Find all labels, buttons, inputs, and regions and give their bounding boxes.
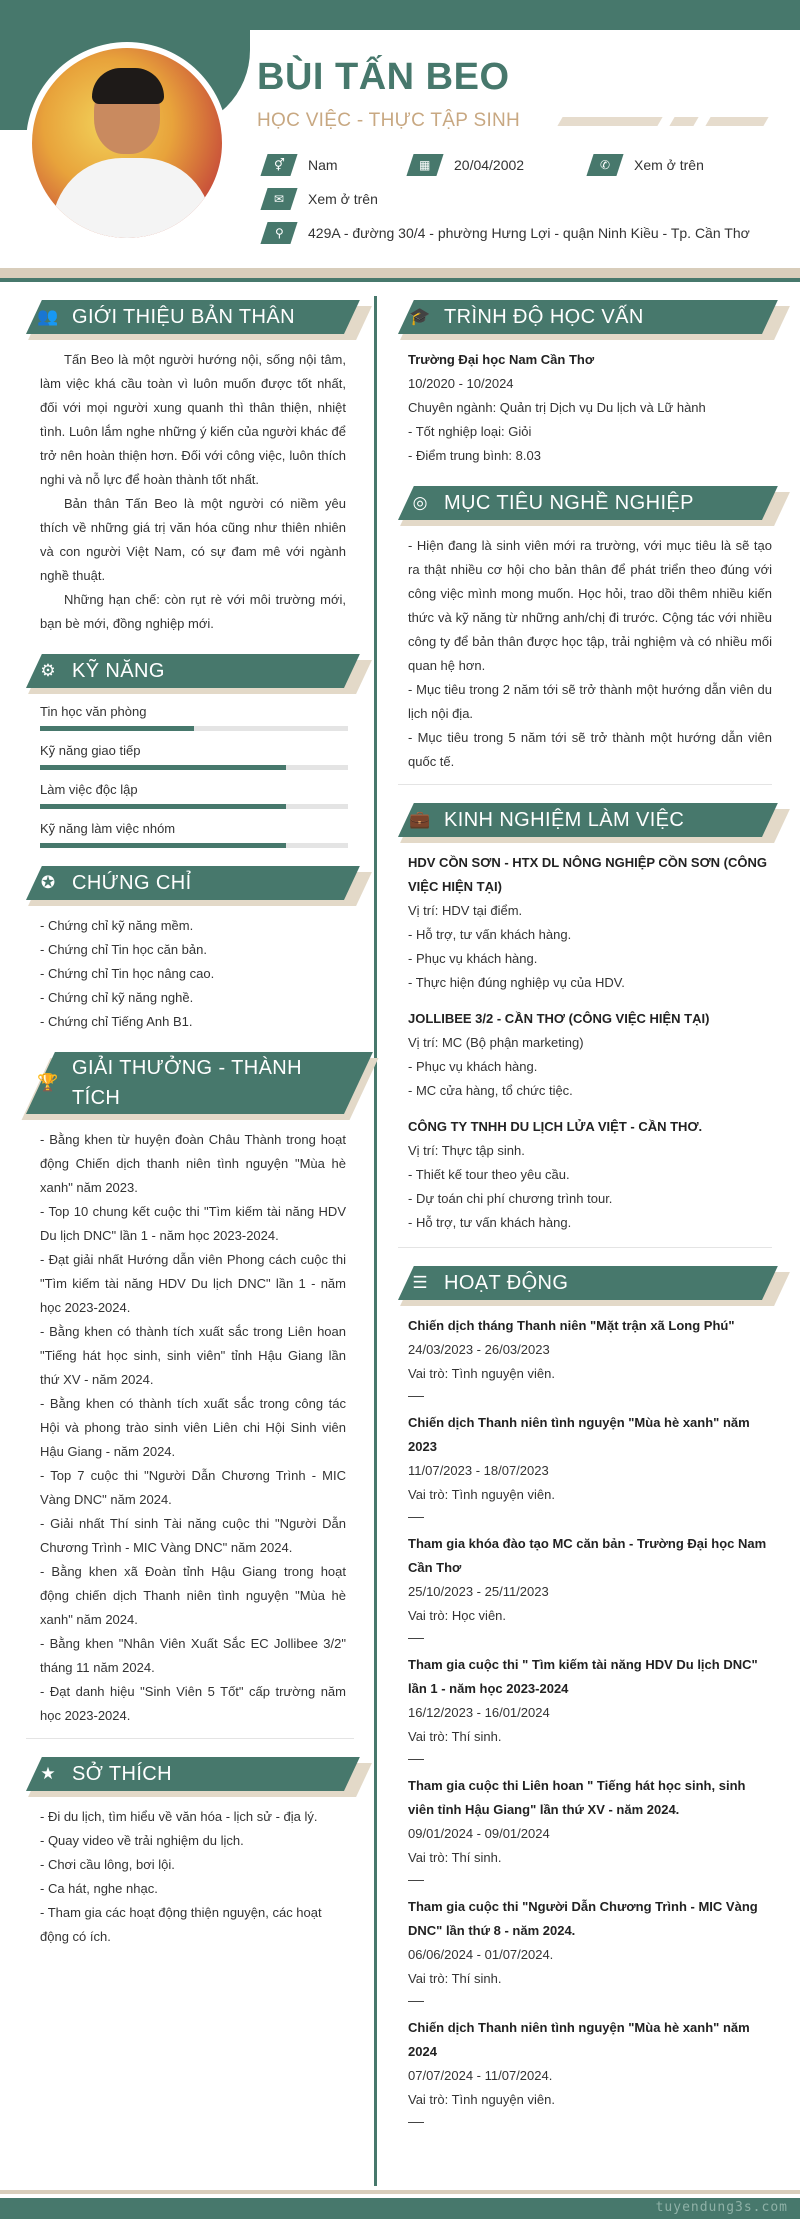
- candidate-title: HỌC VIỆC - THỰC TẬP SINH: [257, 110, 521, 131]
- activity-item: Chiến dịch tháng Thanh niên "Mặt trận xã Long Phú" 24/03/2023 - 26/03/2023 Vai trò: Tình nguyện viên.: [408, 1314, 772, 1397]
- list-item: - Chứng chỉ Tin học căn bản.: [40, 942, 207, 957]
- watermark: tuyendung3s.com: [655, 2200, 788, 2215]
- list-item: - Bằng khen có thành tích xuất sắc trong công tác Hội và phong trào sinh viên Liên chi Hội Sinh viên Hậu Giang - năm 2024.: [40, 1396, 346, 1459]
- list-item: - Chứng chỉ kỹ năng mềm.: [40, 918, 194, 933]
- school-name: Trường Đại học Nam Cần Thơ: [408, 352, 595, 367]
- skill-item: Kỹ năng giao tiếp: [26, 741, 354, 770]
- birthday-value: 20/04/2002: [454, 157, 525, 173]
- education-line: Chuyên ngành: Quản trị Dịch vụ Du lịch và Lữ hành: [408, 400, 706, 415]
- job-item: HDV CỒN SƠN - HTX DL NÔNG NGHIỆP CỒN SƠN (CÔNG VIỆC HIỆN TẠI) Vị trí: HDV tại điểm. - Hỗ trợ, tư vấn khách hàng. - Phục vụ khách hàng. - Thực hiện đúng nghiệp vụ của HDV.: [408, 851, 772, 995]
- layers-icon: ☰: [412, 1273, 428, 1292]
- email-value: Xem ở trên: [308, 191, 378, 207]
- activity-item: Tham gia cuộc thi " Tìm kiếm tài năng HDV Du lịch DNC" lần 1 - năm học 2023-2024 16/12/2023 - 16/01/2024 Vai trò: Thí sinh.: [408, 1653, 772, 1760]
- job-title: HDV CỒN SƠN - HTX DL NÔNG NGHIỆP CỒN SƠN (CÔNG VIỆC HIỆN TẠI): [408, 855, 767, 894]
- divider: [26, 1738, 354, 1739]
- list-item: - Đi du lịch, tìm hiểu về văn hóa - lịch sử - địa lý.: [40, 1809, 318, 1824]
- candidate-name: BÙI TẤN BEO: [257, 56, 510, 98]
- list-item: - Bằng khen có thành tích xuất sắc trong Liên hoan "Tiếng hát học sinh, sinh viên" tỉnh Hậu Giang lần thứ XV - năm 2024.: [40, 1324, 346, 1387]
- title-rule: [669, 117, 698, 126]
- list-item: - Bằng khen xã Đoàn tỉnh Hậu Giang trong hoạt động chiến dịch Thanh niên tình nguyện "Mùa hè xanh" năm 2024.: [40, 1564, 346, 1627]
- title-rule: [557, 117, 662, 126]
- cv-header: [0, 0, 800, 282]
- about-paragraph: Những hạn chế: còn rụt rè với môi trường mới, bạn bè mới, đồng nghiệp mới.: [40, 592, 346, 631]
- about-paragraph: Tấn Beo là một người hướng nội, sống nội tâm, làm việc khá cầu toàn vì luôn muốn được tốt nhất, đối với mọi người xung quanh thì thân thiện, nhiệt tình. Luôn lắm nghe những ý kiến của người khác để trở nên hoàn thiện hơn. Đối với công việc, luôn thích nghi và nỗ lực để hoàn thành tốt nhất.: [40, 352, 346, 487]
- phone-value: Xem ở trên: [634, 157, 704, 173]
- gear-icon: ⚙: [40, 661, 56, 680]
- mail-icon: ✉: [260, 188, 297, 210]
- list-item: - Đạt danh hiệu "Sinh Viên 5 Tốt" cấp trường năm học 2023-2024.: [40, 1684, 346, 1723]
- goal-item: - Mục tiêu trong 5 năm tới sẽ trở thành một hướng dẫn viên quốc tế.: [408, 730, 772, 769]
- skills-heading: ⚙ KỸ NĂNG: [26, 654, 354, 688]
- list-item: - Bằng khen từ huyện đoàn Châu Thành trong hoạt động Chiến dịch thanh niên tình nguyện "Mùa hè xanh" năm 2023.: [40, 1132, 346, 1195]
- activity-dash: [408, 1638, 424, 1639]
- hobbies-heading: ★ SỞ THÍCH: [26, 1757, 354, 1791]
- activities-section: [398, 1266, 772, 2123]
- divider: [398, 784, 772, 785]
- certificates-heading: ✪ CHỨNG CHỈ: [26, 866, 354, 900]
- goals-section: [398, 486, 772, 785]
- list-item: - Đạt giải nhất Hướng dẫn viên Phong cách cuộc thi "Tìm kiếm tài năng HDV Du lịch DNC" lần 1 - năm học 2023-2024.: [40, 1252, 346, 1315]
- awards-heading: 🏆 GIẢI THƯỞNG - THÀNH TÍCH: [26, 1052, 354, 1114]
- about-heading: 👥 GIỚI THIỆU BẢN THÂN: [26, 300, 354, 334]
- activity-dash: [408, 1396, 424, 1397]
- activity-item: Chiến dịch Thanh niên tình nguyện "Mùa hè xanh" năm 2024 07/07/2024 - 11/07/2024. Vai trò: Tình nguyện viên.: [408, 2016, 772, 2123]
- activity-dash: [408, 1517, 424, 1518]
- skill-bar: [40, 843, 348, 848]
- activity-item: Tham gia cuộc thi "Người Dẫn Chương Trình - MIC Vàng DNC" lần thứ 8 - năm 2024. 06/06/2024 - 01/07/2024. Vai trò: Thí sinh.: [408, 1895, 772, 2002]
- skill-bar: [40, 804, 348, 809]
- activity-item: Tham gia cuộc thi Liên hoan " Tiếng hát học sinh, sinh viên tỉnh Hậu Giang" lần thứ XV - năm 2024. 09/01/2024 - 09/01/2024 Vai trò: Thí sinh.: [408, 1774, 772, 1881]
- experience-heading: 💼 KINH NGHIỆM LÀM VIỆC: [398, 803, 772, 837]
- left-column: [26, 300, 354, 1967]
- star-icon: ★: [40, 1764, 56, 1783]
- list-item: - Chứng chỉ kỹ năng nghề.: [40, 990, 194, 1005]
- gender-value: Nam: [308, 157, 338, 173]
- divider: [398, 1247, 772, 1248]
- list-item: - Quay video về trải nghiệm du lịch.: [40, 1833, 244, 1848]
- footer-rule: [0, 2190, 800, 2194]
- list-item: - Top 7 cuộc thi "Người Dẫn Chương Trình - MIC Vàng DNC" năm 2024.: [40, 1468, 346, 1507]
- list-item: - Tham gia các hoạt động thiện nguyện, các hoạt động có ích.: [40, 1905, 322, 1944]
- activity-dash: [408, 1880, 424, 1881]
- activity-item: Tham gia khóa đào tạo MC căn bản - Trường Đại học Nam Cần Thơ 25/10/2023 - 25/11/2023 Vai trò: Học viên.: [408, 1532, 772, 1639]
- skill-item: Kỹ năng làm việc nhóm: [26, 819, 354, 848]
- header-rule-accent: [0, 278, 800, 282]
- skill-bar: [40, 765, 348, 770]
- avatar-hair: [92, 68, 164, 104]
- skills-section: [26, 654, 354, 848]
- avatar: [26, 42, 228, 244]
- about-section: [26, 300, 354, 636]
- title-rule: [705, 117, 768, 126]
- certificates-list: [26, 914, 354, 1034]
- address-value: 429A - đường 30/4 - phường Hưng Lợi - quận Ninh Kiều - Tp. Cần Thơ: [308, 225, 750, 241]
- activities-heading: ☰ HOẠT ĐỘNG: [398, 1266, 772, 1300]
- column-divider: [374, 296, 377, 2186]
- phone-icon: ✆: [586, 154, 623, 176]
- goals-heading: ◎ MỤC TIÊU NGHỀ NGHIỆP: [398, 486, 772, 520]
- job-item: JOLLIBEE 3/2 - CẦN THƠ (CÔNG VIỆC HIỆN TẠI) Vị trí: MC (Bộ phận marketing) - Phục vụ khách hàng. - MC cửa hàng, tổ chức tiệc.: [408, 1007, 772, 1103]
- activity-dash: [408, 2122, 424, 2123]
- list-item: - Giải nhất Thí sinh Tài năng cuộc thi "Người Dẫn Chương Trình - MIC Vàng DNC" năm 2024.: [40, 1516, 346, 1555]
- job-item: CÔNG TY TNHH DU LỊCH LỬA VIỆT - CẦN THƠ. Vị trí: Thực tập sinh. - Thiết kế tour theo yêu cầu. - Dự toán chi phí chương trình tour. - Hỗ trợ, tư vấn khách hàng.: [408, 1115, 772, 1235]
- avatar-photo: [32, 48, 222, 238]
- education-section: [398, 300, 772, 468]
- about-paragraph: Bản thân Tấn Beo là một người có niềm yêu thích về những giá trị văn hóa cũng như thiên nhiên và con người Việt Nam, có sự đam mê với ngành nghề thuật.: [40, 496, 346, 583]
- info-birthday: [410, 154, 524, 176]
- list-item: - Chứng chỉ Tin học nâng cao.: [40, 966, 215, 981]
- right-column: [398, 300, 772, 2141]
- goal-item: - Mục tiêu trong 2 năm tới sẽ trở thành một hướng dẫn viên du lịch nội địa.: [408, 682, 772, 721]
- graduation-cap-icon: 🎓: [409, 307, 431, 326]
- awards-section: [26, 1052, 354, 1739]
- education-period: 10/2020 - 10/2024: [408, 376, 514, 391]
- briefcase-icon: 💼: [409, 810, 431, 829]
- job-title: JOLLIBEE 3/2 - CẦN THƠ (CÔNG VIỆC HIỆN TẠI): [408, 1011, 710, 1026]
- gender-icon: ⚥: [260, 154, 297, 176]
- target-icon: ◎: [412, 493, 428, 512]
- list-item: - Top 10 chung kết cuộc thi "Tìm kiếm tài năng HDV Du lịch DNC" lần 1 - năm học 2023-2024.: [40, 1204, 346, 1243]
- avatar-shirt: [52, 158, 212, 238]
- skill-item: Tin học văn phòng: [26, 702, 354, 731]
- education-line: - Điểm trung bình: 8.03: [408, 448, 541, 463]
- job-title: CÔNG TY TNHH DU LỊCH LỬA VIỆT - CẦN THƠ.: [408, 1119, 703, 1134]
- awards-list: [26, 1128, 354, 1728]
- experience-section: [398, 803, 772, 1248]
- calendar-icon: ▦: [406, 154, 443, 176]
- activity-dash: [408, 1759, 424, 1760]
- activity-dash: [408, 2001, 424, 2002]
- list-item: - Chơi cầu lông, bơi lội.: [40, 1857, 175, 1872]
- goal-item: - Hiện đang là sinh viên mới ra trường, với mục tiêu là sẽ tạo ra thật nhiều cơ hội cho bản thân để phát triển theo đúng với công việc mình mong muốn. Học hỏi, trao dồi thêm nhiều kiến thức và kỹ năng từ những anh/chị đi trước. Cộng tác với nhiều công ty để bản thân được học tập, trải nghiệm và có nhiều mối quan hệ hơn.: [408, 538, 772, 673]
- activity-item: Chiến dịch Thanh niên tình nguyện "Mùa hè xanh" năm 2023 11/07/2023 - 18/07/2023 Vai trò: Tình nguyện viên.: [408, 1411, 772, 1518]
- info-address: [264, 222, 750, 244]
- header-rule: [0, 268, 800, 278]
- location-icon: ⚲: [260, 222, 297, 244]
- hobbies-section: [26, 1757, 354, 1949]
- hobbies-list: [26, 1805, 354, 1949]
- education-line: - Tốt nghiệp loại: Giỏi: [408, 424, 532, 439]
- education-heading: 🎓 TRÌNH ĐỘ HỌC VẤN: [398, 300, 772, 334]
- info-phone: [590, 154, 704, 176]
- certificates-section: [26, 866, 354, 1034]
- trophy-icon: 🏆: [37, 1073, 59, 1092]
- badge-icon: ✪: [40, 873, 56, 892]
- info-email: [264, 188, 378, 210]
- list-item: - Ca hát, nghe nhạc.: [40, 1881, 158, 1896]
- info-gender: [264, 154, 338, 176]
- list-item: - Bằng khen "Nhân Viên Xuất Sắc EC Jollibee 3/2" tháng 11 năm 2024.: [40, 1636, 346, 1675]
- skill-item: Làm việc độc lập: [26, 780, 354, 809]
- users-icon: 👥: [37, 307, 59, 326]
- skill-bar: [40, 726, 348, 731]
- list-item: - Chứng chỉ Tiếng Anh B1.: [40, 1014, 193, 1029]
